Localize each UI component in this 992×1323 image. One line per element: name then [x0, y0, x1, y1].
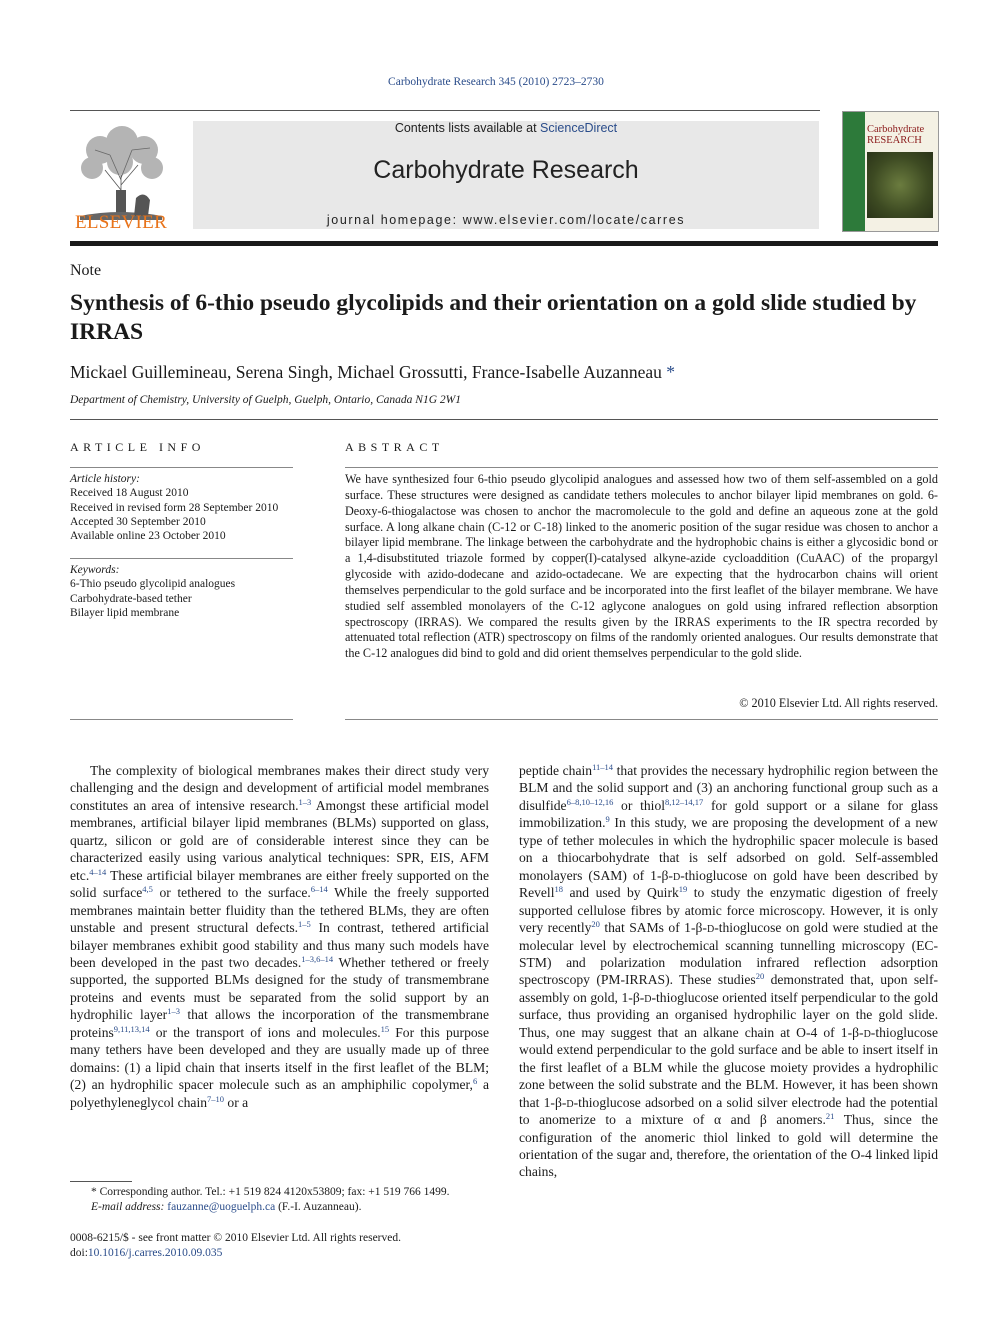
citation[interactable]: 18: [554, 884, 563, 895]
body-text: for gold support or a silane for glass immobilization.: [519, 797, 938, 831]
stereo-descriptor: d: [672, 867, 681, 883]
title-rule: [70, 419, 938, 420]
citation[interactable]: 4–14: [89, 866, 107, 877]
citation[interactable]: 8,12–14,17: [665, 796, 704, 807]
keyword: 6-Thio pseudo glycolipid analogues: [70, 578, 236, 591]
body-text: and used by Quirk: [563, 885, 679, 901]
authors: Mickael Guillemineau, Serena Singh, Michael Grossutti, France-Isabelle Auzanneau: [70, 362, 662, 382]
header-thick-rule: [70, 241, 938, 246]
abstract-rule: [345, 467, 938, 468]
body-text: or tethered to the surface.: [152, 885, 311, 901]
footnote-email: [70, 1200, 489, 1215]
footnote-text: Corresponding author. Tel.: +1 519 824 4120x53809; fax: +1 519 766 1499.: [96, 1186, 450, 1198]
body-column-left: [70, 762, 489, 1111]
stereo-descriptor: d: [644, 989, 652, 1005]
email-link[interactable]: fauzanne@uoguelph.ca: [167, 1201, 276, 1213]
stereo-descriptor: d: [706, 920, 715, 936]
body-text: peptide chain: [519, 763, 593, 778]
citation[interactable]: 21: [825, 1111, 835, 1122]
corresponding-footnote: [70, 1185, 489, 1215]
article-history: [70, 472, 300, 543]
body-text: a polyethyleneglycol chain: [70, 1077, 490, 1110]
sciencedirect-link[interactable]: ScienceDirect: [540, 121, 618, 135]
citation[interactable]: 15: [380, 1023, 390, 1034]
article-info-heading: ARTICLE INFO: [70, 440, 205, 454]
front-matter-info: [70, 1231, 489, 1260]
body-text: Thus, since the configuration of the anomeric thiol linked to gold will determine the orientation of the sugar and, therefore, the orientation of the O-4 linked lipid chains,: [519, 1112, 938, 1180]
body-column-right: [519, 762, 938, 1181]
email-label: E-mail address:: [91, 1201, 165, 1213]
footnote-rule: [70, 1181, 132, 1182]
history-label: Article history:: [70, 473, 140, 485]
copyright: © 2010 Elsevier Ltd. All rights reserved.: [739, 696, 938, 710]
header-rule: [70, 110, 820, 111]
footnote-mark: *: [91, 1186, 97, 1198]
abstract-text: We have synthesized four 6-thio pseudo glycolipid analogues and assessed how two of them self-assembled on a gold surface. These structures were designed as candidate tethers molecules to anchor bilayer lipid membranes on gold. 6-Deoxy-6-thiogalactose was chosen to anchor the macromolecule to the gold and define an aqueous zone at the gold surface. A long alkane chain (C-12 or C-18) linked to the anomeric position of the sugar residue was chosen to anchor a bilayer lipid membrane. The linkage between the carbohydrate and the hydrophobic chains is either a glycosidic bond or a 1,4-disubstituted triazole formed by copper(I)-catalysed alkyne-azide cycloaddition (CuAAC) of the propargyl glycoside with azido-dodecane and azido-octadecane. We are expecting that the hydrocarbon chains will orient themselves perpendicular to the gold surface and be incorporated into the first leaflet of the bilayer membrane. We have studied self assembled monolayers of the C-12 aglycone analogues on gold using infrared reflection absorption spectroscopy (IRRAS). We compared the results given by the IRRAS experiments to the IR spectra recorded by attenuated total reflection (ATR) spectroscopy on films of the randomly oriented analogues. Our results demonstrate that the C-12 analogues did bind to gold and did orient themselves perpendicular to the gold slide.: [345, 472, 938, 661]
body-text: For this purpose many tethers have been developed and they are usually made up of three domains: (1) a lipid chain that inserts itself in the first leaflet of the BLM; (2) an hydrophilic spacer molecule such as an amphiphilic copolymer,: [70, 1024, 489, 1093]
abstract-rule: [345, 719, 938, 720]
body-text: -thioglucose oriented itself perpendicular to the gold surface, thus providing an organised hydrophilic layer on the gold slide. Thus, one may suggest that an alkane chain at O-4 of 1-β-: [519, 989, 938, 1040]
body-text: that allows the incorporation of the transmembrane proteins: [70, 1007, 489, 1040]
citation[interactable]: 19: [678, 884, 688, 895]
article-info-rule: [70, 719, 293, 720]
revised-date: Received in revised form 28 September 2010: [70, 501, 279, 514]
body-text: or thiol: [613, 797, 666, 813]
keywords-label: Keywords:: [70, 564, 120, 576]
author-list: [70, 362, 675, 383]
online-date: Available online 23 October 2010: [70, 530, 226, 543]
body-text: -thioglucose on gold have been described by Revell: [519, 867, 938, 901]
keyword: Carbohydrate-based tether: [70, 592, 192, 605]
body-text: demonstrated that, upon self-assembly on gold, 1-β-: [519, 972, 939, 1005]
citation[interactable]: 1–3: [167, 1006, 180, 1017]
body-text: In contrast, tethered artificial bilayer membranes exhibit good stability and thus many such models have been developed in the past two decades.: [70, 920, 489, 970]
citation[interactable]: 6: [472, 1076, 478, 1087]
body-text: or the transport of ions and molecules.: [149, 1024, 381, 1040]
doi-line: [70, 1246, 489, 1261]
doi-link[interactable]: 10.1016/j.carres.2010.09.035: [87, 1246, 223, 1259]
citation[interactable]: 6–8,10–12,16: [566, 796, 614, 807]
journal-homepage[interactable]: journal homepage: www.elsevier.com/locate/carres: [326, 213, 686, 227]
citation[interactable]: 1–3: [298, 796, 312, 807]
citation[interactable]: 11–14: [592, 762, 614, 772]
stereo-descriptor: d: [566, 1094, 574, 1110]
footnote-contact: [70, 1185, 489, 1200]
citation[interactable]: 6–14: [310, 884, 328, 895]
body-text: to study the enzymatic digestion of freely supported cellulose fibres by atomic force microscopy. However, it is only very recently: [519, 885, 938, 936]
article-info-rule: [70, 558, 293, 559]
citation[interactable]: 4,5: [142, 884, 153, 895]
publisher-name: ELSEVIER: [74, 212, 168, 233]
keywords: [70, 563, 300, 620]
citation[interactable]: 9,11,13,14: [113, 1023, 150, 1034]
citation[interactable]: 1–5: [298, 919, 311, 930]
stereo-descriptor: d: [863, 1024, 871, 1040]
cover-image: [867, 152, 933, 218]
body-text: that SAMs of 1-β-: [599, 920, 707, 936]
body-text: Amongst these artificial model membranes, artificial bilayer lipid membranes (BLMs) supported on glass, quartz, silicon or gold are of considerable interest since they can be characterized easily using various analytical techniques: SPR, EIS, AFM etc.: [70, 797, 490, 883]
citation[interactable]: 20: [591, 919, 600, 930]
contents-prefix: Contents lists available at: [394, 121, 541, 135]
cover-title: Carbohydrate RESEARCH: [867, 124, 925, 146]
accepted-date: Accepted 30 September 2010: [70, 515, 206, 528]
citation[interactable]: 1–3,6–14: [301, 953, 334, 964]
abstract-heading: ABSTRACT: [345, 440, 444, 454]
body-text: -thioglucose on gold were studied at the molecular level by electrochemical scanning tunnelling microscopy (EC-STM) and polarization modulation infrared reflection adsorption spectroscopy (PM-IRRAS). These studies: [519, 920, 938, 988]
email-tail: (F.-I. Auzanneau).: [275, 1201, 362, 1213]
citation[interactable]: 9: [605, 814, 610, 825]
corresponding-author-mark[interactable]: *: [666, 362, 676, 382]
keyword: Bilayer lipid membrane: [70, 606, 180, 619]
body-text: -thioglucose would extend perpendicular to the gold surface and be able to insert itself in the first leaflet of a BLM while the glucose moiety provides a hydrophilic zone between the solid substrate and the BLM. However, it has been shown that 1-β-: [519, 1024, 938, 1110]
body-text: While the freely supported membranes maintain better fluidity than the tethered BLMs, they are often unstable and present structural defects.: [70, 885, 489, 936]
journal-reference[interactable]: Carbohydrate Research 345 (2010) 2723–2730: [388, 76, 604, 88]
body-text: Whether tethered or freely supported, the supported BLMs designed for the study of transmembrane proteins and events must be separated from the solid support by an hydrophilic layer: [70, 954, 489, 1023]
cover-stripe: [843, 112, 865, 231]
citation[interactable]: 7–10: [207, 1093, 225, 1104]
journal-cover: [842, 111, 939, 232]
body-text: The complexity of biological membranes makes their direct study very challenging and the design and development of artificial model membranes constitutes an area of intensive research.: [70, 763, 489, 813]
body-text: These artificial bilayer membranes are either freely supported on the solid surface: [70, 867, 489, 901]
article-title: Synthesis of 6-thio pseudo glycolipids and their orientation on a gold slide studied by IRRAS: [70, 290, 917, 345]
doi-label: doi:: [70, 1246, 88, 1259]
body-text: that provides the necessary hydrophilic region between the BLM and the solid support and (3) an anchoring functional group such as a disulfide: [519, 763, 939, 813]
body-text: -thioglucose adsorbed on a solid silver electrode had the potential to anomerize to a mixture of α and β anomers.: [519, 1094, 938, 1128]
body-text: In this study, we are proposing the development of a new type of tether molecules in which the hydrophilic spacer molecule is based on a thiocarbohydrate that is self adsorbed on gold. Self-assembled monolayers (SAM) of 1-β-: [519, 815, 938, 883]
issn-line: 0008-6215/$ - see front matter © 2010 Elsevier Ltd. All rights reserved.: [70, 1232, 401, 1244]
body-text: or a: [224, 1094, 249, 1110]
article-type: Note: [70, 262, 102, 279]
contents-line: [193, 121, 819, 135]
article-info-rule: [70, 467, 293, 468]
received-date: Received 18 August 2010: [70, 487, 189, 500]
journal-name: Carbohydrate Research: [373, 156, 639, 184]
affiliation: Department of Chemistry, University of Guelph, Guelph, Ontario, Canada N1G 2W1: [70, 394, 461, 406]
citation[interactable]: 20: [755, 971, 765, 982]
